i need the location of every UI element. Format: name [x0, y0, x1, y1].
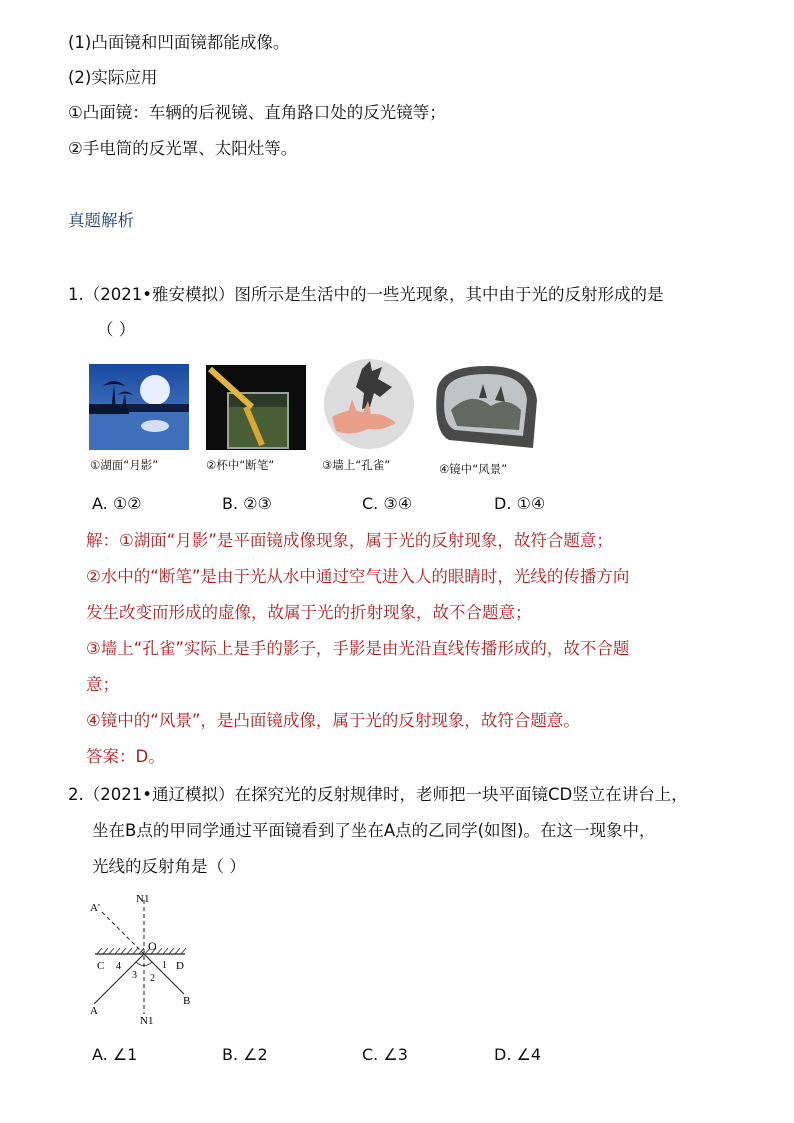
q2-stem-line-1: 2.（2021•通辽模拟）在探究光的反射规律时，老师把一块平面镜CD竖立在讲台上， — [68, 785, 688, 804]
mirror-hatching — [97, 948, 186, 954]
label-b: B — [183, 995, 191, 1007]
reflection-diagram — [80, 890, 210, 1030]
label-angle-4: 4 — [116, 961, 121, 972]
q1-option-c: C. ③④ — [362, 494, 413, 513]
label-n1-bottom: N1 — [140, 1015, 154, 1027]
intro-line-3: ①凸面镜：车辆的后视镜、直角路口处的反光镜等； — [68, 103, 446, 122]
q1-option-b: B. ②③ — [222, 494, 272, 513]
label-d: D — [176, 960, 184, 972]
label-o: O — [148, 939, 157, 953]
q2-option-a: A. ∠1 — [92, 1045, 138, 1064]
label-n1-top: N1 — [136, 893, 150, 905]
label-c: C — [97, 960, 105, 972]
q1-solution-line-1: 解：①湖面“月影”是平面镜成像现象，属于光的反射现象，故符合题意； — [86, 531, 613, 550]
q1-caption-1: ①湖面“月影” — [90, 458, 159, 472]
intro-line-4: ②手电筒的反光罩、太阳灶等。 — [68, 139, 298, 158]
hand-shadow-photo — [322, 357, 415, 451]
intro-line-1: (1)凸面镜和凹面镜都能成像。 — [68, 33, 290, 52]
q1-option-a: A. ①② — [92, 494, 142, 513]
q1-stem-line-2: （ ） — [97, 320, 136, 339]
q2-option-c: C. ∠3 — [362, 1045, 408, 1064]
q1-solution-line-2: ②水中的“断笔”是由于光从水中通过空气进入人的眼睛时，光线的传播方向 — [86, 567, 630, 586]
label-a-prime: A' — [90, 902, 100, 914]
q1-stem-line-1: 1.（2021•雅安模拟）图所示是生活中的一些光现象，其中由于光的反射形成的是 — [68, 285, 664, 304]
q2-stem-line-3: 光线的反射角是（ ） — [92, 857, 246, 876]
label-angle-3: 3 — [132, 970, 137, 981]
virtual-ray — [102, 912, 144, 954]
label-angle-1: 1 — [162, 960, 167, 971]
q1-caption-3: ③墙上“孔雀” — [322, 458, 391, 472]
lake-moon-photo — [89, 364, 189, 450]
q1-answer: 答案：D。 — [86, 747, 165, 766]
broken-pencil-photo — [206, 365, 306, 450]
intro-line-2: (2)实际应用 — [68, 68, 158, 87]
side-mirror-photo — [431, 360, 543, 452]
q1-solution-line-4: ③墙上“孔雀”实际上是手的影子，手影是由光沿直线传播形成的，故不合题 — [86, 639, 630, 658]
section-title: 真题解析 — [68, 211, 134, 230]
q1-caption-4: ④镜中“风景” — [439, 462, 508, 476]
q1-solution-line-6: ④镜中的“风景”，是凸面镜成像，属于光的反射现象，故符合题意。 — [86, 711, 580, 730]
q2-option-d: D. ∠4 — [494, 1045, 542, 1064]
q1-solution-line-3: 发生改变而形成的虚像，故属于光的折射现象，故不合题意； — [86, 603, 532, 622]
label-angle-2: 2 — [150, 973, 155, 984]
q1-caption-2: ②杯中“断笔” — [206, 458, 275, 472]
label-a: A — [90, 1005, 98, 1017]
q2-option-b: B. ∠2 — [222, 1045, 268, 1064]
q1-option-d: D. ①④ — [494, 494, 546, 513]
q2-stem-line-2: 坐在B点的甲同学通过平面镜看到了坐在A点的乙同学(如图)。在这一现象中， — [92, 821, 656, 840]
q1-solution-line-5: 意； — [86, 675, 119, 694]
